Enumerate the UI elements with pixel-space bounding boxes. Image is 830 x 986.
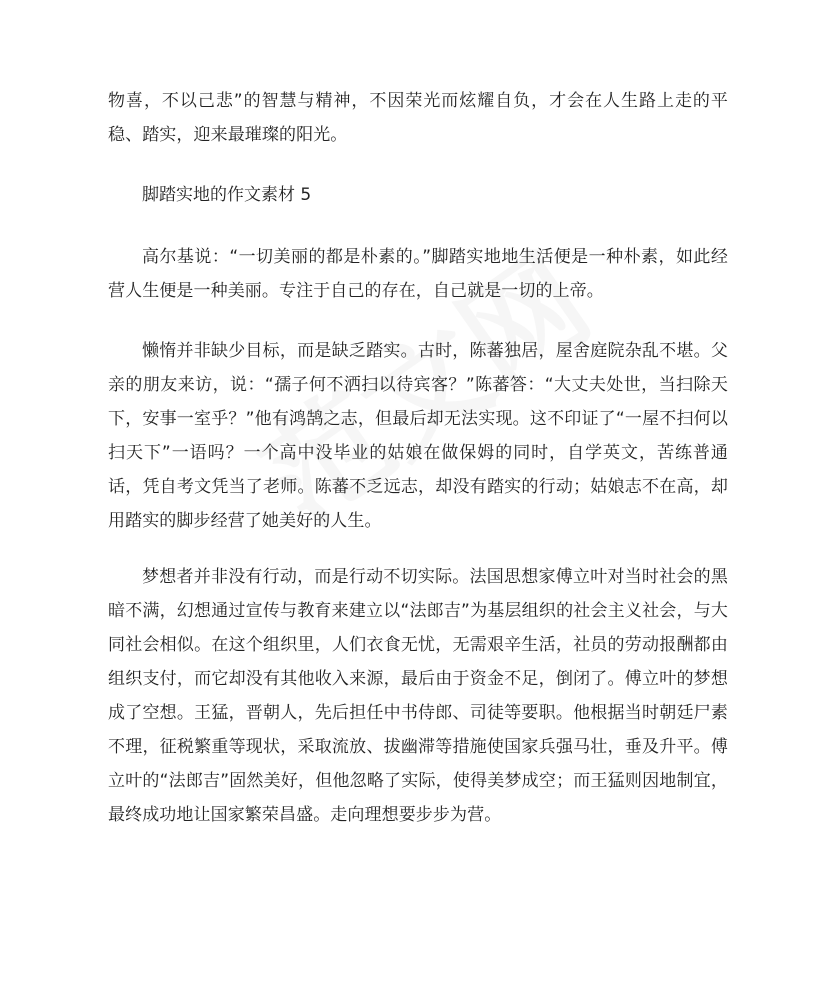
paragraph-gorky: 高尔基说：“一切美丽的都是朴素的。”脚踏实地地生活便是一种朴素，如此经营人生便是一种美丽。专注于自己的存在，自己就是一切的上帝。 <box>108 247 728 301</box>
paragraph-chenfan: 懒惰并非缺少目标，而是缺乏踏实。古时，陈蕃独居，屋舍庭院杂乱不堪。父亲的朋友来访，说：“孺子何不洒扫以待宾客？”陈蕃答：“大丈夫处世，当扫除天下，安事一室乎？”他有鸿鹄之志，但最后却无法实现。这不印证了“一屋不扫何以扫天下”一语吗？一个高中没毕业的姑娘在做保姆的同时，自学英文，苦练普通话，凭自考文凭当了老师。陈蕃不乏远志，却没有踏实的行动；姑娘志不在高，却用踏实的脚步经营了她美好的人生。 <box>108 341 728 531</box>
section-heading: 脚踏实地的作文素材 5 <box>142 185 312 205</box>
paragraph-continuation: 物喜，不以己悲”的智慧与精神，不因荣光而炫耀自负，才会在人生路上走的平稳、踏实，迎来最璀璨的阳光。 <box>108 91 728 145</box>
paragraph-fourier: 梦想者并非没有行动，而是行动不切实际。法国思想家傅立叶对当时社会的黑暗不满，幻想通过宣传与教育来建立以“法郎吉”为基层组织的社会主义社会，与大同社会相似。在这个组织里，人们衣食无忧，无需艰辛生活，社员的劳动报酬都由组织支付，而它却没有其他收入来源，最后由于资金不足，倒闭了。傅立叶的梦想成了空想。王猛，晋朝人，先后担任中书侍郎、司徒等要职。他根据当时朝廷尸素不理，征税繁重等现状，采取流放、拔幽滞等措施使国家兵强马壮，垂及升平。傅立叶的“法郎吉”固然美好，但他忽略了实际，使得美梦成空；而王猛则因地制宜，最终成功地让国家繁荣昌盛。走向理想要步步为营。 <box>108 567 728 825</box>
